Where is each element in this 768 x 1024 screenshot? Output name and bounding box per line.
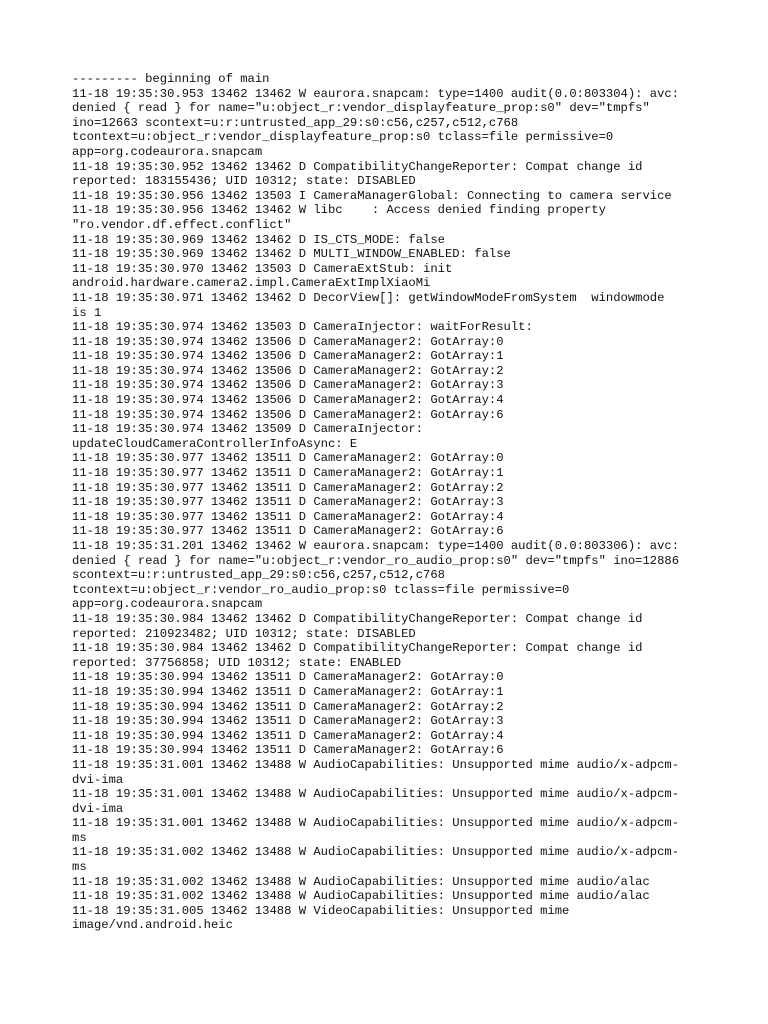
log-line: tcontext=u:object_r:vendor_displayfeature_prop:s0 tclass=file permissive=0: [72, 130, 614, 145]
log-line: 11-18 19:35:30.994 13462 13511 D CameraManager2: GotArray:1: [72, 684, 504, 699]
log-line: 11-18 19:35:30.953 13462 13462 W eaurora.snapcam: type=1400 audit(0.0:803304): avc:: [72, 86, 680, 101]
log-line: android.hardware.camera2.impl.CameraExtImplXiaoMi: [72, 276, 431, 291]
log-line: 11-18 19:35:31.001 13462 13488 W AudioCapabilities: Unsupported mime audio/x-adpcm-: [72, 787, 680, 802]
log-line: 11-18 19:35:30.994 13462 13511 D CameraManager2: GotArray:0: [72, 670, 504, 685]
log-line: tcontext=u:object_r:vendor_ro_audio_prop:s0 tclass=file permissive=0: [72, 582, 570, 597]
log-line: "ro.vendor.df.effect.conflict": [72, 217, 292, 232]
log-line: 11-18 19:35:30.956 13462 13462 W libc : Access denied finding property: [72, 203, 606, 218]
log-line: 11-18 19:35:31.002 13462 13488 W AudioCapabilities: Unsupported mime audio/x-adpcm-: [72, 845, 680, 860]
log-line: 11-18 19:35:30.974 13462 13506 D CameraManager2: GotArray:3: [72, 378, 504, 393]
log-line: ms: [72, 860, 87, 875]
log-line: 11-18 19:35:31.001 13462 13488 W AudioCapabilities: Unsupported mime audio/x-adpcm-: [72, 816, 680, 831]
log-line: 11-18 19:35:30.971 13462 13462 D DecorView[]: getWindowModeFromSystem windowmode: [72, 290, 665, 305]
log-line: 11-18 19:35:30.970 13462 13503 D CameraExtStub: init: [72, 261, 453, 276]
log-line: denied { read } for name="u:object_r:vendor_ro_audio_prop:s0" dev="tmpfs" ino=12886: [72, 553, 680, 568]
log-line: 11-18 19:35:30.984 13462 13462 D CompatibilityChangeReporter: Compat change id: [72, 641, 643, 656]
log-line: 11-18 19:35:30.994 13462 13511 D CameraManager2: GotArray:4: [72, 728, 504, 743]
log-line: denied { read } for name="u:object_r:vendor_displayfeature_prop:s0" dev="tmpfs": [72, 101, 650, 116]
log-line: 11-18 19:35:30.974 13462 13506 D CameraManager2: GotArray:1: [72, 349, 504, 364]
log-line: 11-18 19:35:30.994 13462 13511 D CameraManager2: GotArray:3: [72, 714, 504, 729]
log-line: 11-18 19:35:30.977 13462 13511 D CameraManager2: GotArray:6: [72, 524, 504, 539]
log-line: 11-18 19:35:30.974 13462 13506 D CameraManager2: GotArray:4: [72, 393, 504, 408]
log-line: 11-18 19:35:31.005 13462 13488 W VideoCapabilities: Unsupported mime: [72, 903, 570, 918]
log-line: 11-18 19:35:31.002 13462 13488 W AudioCapabilities: Unsupported mime audio/alac: [72, 889, 650, 904]
log-line: 11-18 19:35:30.977 13462 13511 D CameraManager2: GotArray:0: [72, 451, 504, 466]
log-line: 11-18 19:35:30.977 13462 13511 D CameraManager2: GotArray:4: [72, 509, 504, 524]
log-line: 11-18 19:35:31.001 13462 13488 W AudioCapabilities: Unsupported mime audio/x-adpcm-: [72, 757, 680, 772]
log-line: 11-18 19:35:30.977 13462 13511 D CameraManager2: GotArray:3: [72, 495, 504, 510]
log-line: 11-18 19:35:30.956 13462 13503 I CameraManagerGlobal: Connecting to camera service: [72, 188, 672, 203]
log-line: scontext=u:r:untrusted_app_29:s0:c56,c257,c512,c768: [72, 568, 445, 583]
log-line: 11-18 19:35:30.974 13462 13506 D CameraManager2: GotArray:2: [72, 363, 504, 378]
log-line: --------- beginning of main: [72, 72, 270, 86]
log-line: app=org.codeaurora.snapcam: [72, 597, 263, 612]
log-text-block: [72, 72, 702, 933]
log-line: 11-18 19:35:30.974 13462 13506 D CameraManager2: GotArray:0: [72, 334, 504, 349]
log-line: 11-18 19:35:30.977 13462 13511 D CameraManager2: GotArray:1: [72, 466, 504, 481]
log-line: is 1: [72, 305, 102, 320]
log-line: 11-18 19:35:30.974 13462 13503 D CameraInjector: waitForResult:: [72, 320, 533, 335]
log-line: app=org.codeaurora.snapcam: [72, 144, 263, 159]
log-line: 11-18 19:35:31.002 13462 13488 W AudioCapabilities: Unsupported mime audio/alac: [72, 874, 650, 889]
log-line: image/vnd.android.heic: [72, 918, 233, 933]
log-line: 11-18 19:35:30.974 13462 13509 D CameraInjector:: [72, 422, 424, 437]
log-line: reported: 37756858; UID 10312; state: ENABLED: [72, 655, 402, 670]
log-line: reported: 210923482; UID 10312; state: DISABLED: [72, 626, 416, 641]
log-line: 11-18 19:35:30.952 13462 13462 D CompatibilityChangeReporter: Compat change id: [72, 159, 643, 174]
log-line: ms: [72, 830, 87, 845]
log-line: 11-18 19:35:30.994 13462 13511 D CameraManager2: GotArray:6: [72, 743, 504, 758]
log-line: ino=12663 scontext=u:r:untrusted_app_29:s0:c56,c257,c512,c768: [72, 115, 519, 130]
log-line: updateCloudCameraControllerInfoAsync: E: [72, 436, 358, 451]
log-document: [72, 72, 702, 933]
log-line: 11-18 19:35:30.977 13462 13511 D CameraManager2: GotArray:2: [72, 480, 504, 495]
log-line: dvi-ima: [72, 801, 124, 816]
log-line: 11-18 19:35:31.201 13462 13462 W eaurora.snapcam: type=1400 audit(0.0:803306): avc:: [72, 539, 680, 553]
log-line: 11-18 19:35:30.984 13462 13462 D CompatibilityChangeReporter: Compat change id: [72, 611, 643, 626]
log-line: 11-18 19:35:30.974 13462 13506 D CameraManager2: GotArray:6: [72, 407, 504, 422]
log-line: dvi-ima: [72, 772, 124, 787]
log-line: 11-18 19:35:30.994 13462 13511 D CameraManager2: GotArray:2: [72, 699, 504, 714]
log-line: 11-18 19:35:30.969 13462 13462 D MULTI_WINDOW_ENABLED: false: [72, 247, 511, 262]
log-line: 11-18 19:35:30.969 13462 13462 D IS_CTS_MODE: false: [72, 232, 445, 247]
log-line: reported: 183155436; UID 10312; state: DISABLED: [72, 174, 416, 189]
